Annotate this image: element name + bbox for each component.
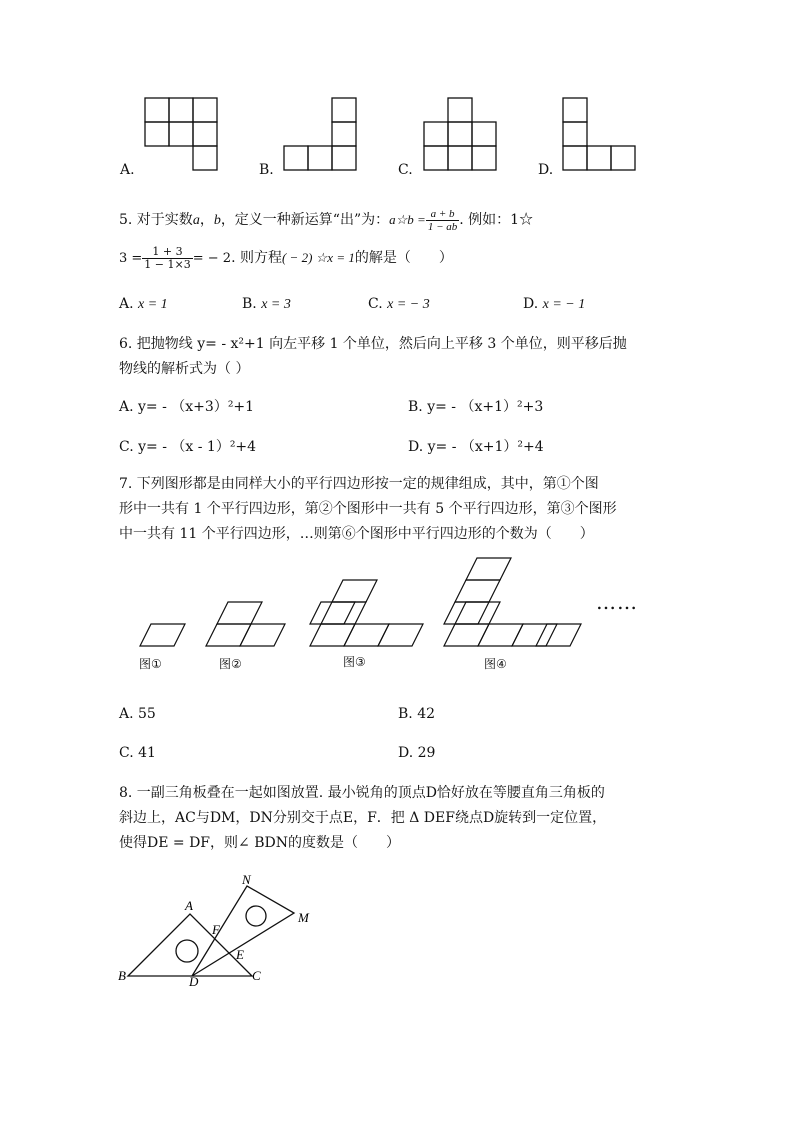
q8-line-2: 斜边上，AC与DM，DN分别交于点E，F．把 Δ DEF绕点D旋转到一定位置， bbox=[119, 810, 607, 826]
q7-option-a: A. 55 bbox=[119, 706, 156, 722]
q5-example-fraction bbox=[142, 246, 192, 271]
q5-option-c bbox=[368, 296, 430, 313]
q5-example-numerator: 1 + 3 bbox=[142, 246, 192, 259]
q7-figure-label-3: 图③ bbox=[343, 655, 366, 669]
q8-label-c: C bbox=[252, 968, 261, 983]
q5-definition-numerator: a + b bbox=[426, 208, 459, 221]
q6-line-2: 物线的解析式为（ ） bbox=[119, 361, 250, 377]
q5-example-intro: . 例如：1☆ bbox=[459, 212, 534, 228]
q5-var-b: b bbox=[213, 213, 221, 228]
q6-option-a: A. y= - （x+3）²+1 bbox=[119, 399, 255, 415]
q8-triangle-abc bbox=[128, 914, 252, 976]
q8-label-a: A bbox=[185, 898, 193, 913]
q7-option-b: B. 42 bbox=[398, 706, 436, 722]
q7-figure-3 bbox=[310, 580, 420, 648]
q7-option-c: C. 41 bbox=[119, 745, 156, 761]
q5-stem-3: . 则方程 bbox=[231, 250, 282, 266]
q5-definition-lhs: a☆b = bbox=[389, 212, 426, 227]
q6-line-1: 6. 把抛物线 y= - x²+1 向左平移 1 个单位，然后向上平移 3 个单位，则平移后抛 bbox=[119, 336, 627, 352]
q7-line-1: 7. 下列图形都是由同样大小的平行四边形按一定的规律组成，其中，第①个图 bbox=[119, 476, 599, 492]
q8-label-f: F bbox=[212, 922, 220, 937]
q5-stem-2: ，定义一种新运算“出”为： bbox=[220, 212, 390, 228]
q5-definition-fraction bbox=[426, 208, 459, 233]
q5-definition-denominator: 1 − ab bbox=[427, 220, 458, 233]
q5-option-a-label: A. bbox=[119, 296, 134, 312]
q7-ellipsis: …… bbox=[596, 590, 638, 614]
q5-var-a: a bbox=[192, 213, 200, 228]
q5-stem-4: 的解是（ ） bbox=[354, 250, 453, 266]
q4-figure-c bbox=[424, 98, 504, 174]
q5-option-b bbox=[242, 296, 291, 313]
q5-equation: ( − 2) ☆x = 1 bbox=[281, 250, 355, 265]
q8-label-e: E bbox=[236, 947, 244, 962]
q7-figure-4 bbox=[444, 558, 574, 648]
q5-option-a-value: x = 1 bbox=[138, 297, 168, 312]
q5-example-denominator: 1 − 1×3 bbox=[144, 257, 191, 271]
q7-line-3: 中一共有 11 个平行四边形，…则第⑥个图形中平行四边形的个数为（ ） bbox=[119, 526, 594, 542]
q5-option-b-label: B. bbox=[242, 296, 257, 312]
q7-figure-label-4: 图④ bbox=[484, 657, 507, 671]
q8-label-n: N bbox=[242, 872, 251, 887]
q5-stem-line2 bbox=[119, 241, 453, 275]
q8-label-d: D bbox=[189, 974, 199, 989]
q5-sep: ， bbox=[199, 212, 214, 228]
q7-figure-2 bbox=[206, 602, 286, 648]
q4-figure-d bbox=[563, 98, 643, 174]
q7-figure-label-1: 图① bbox=[139, 657, 162, 671]
q8-figure bbox=[110, 868, 330, 988]
q6-option-d: D. y= - （x+1）²+4 bbox=[408, 439, 544, 455]
q8-circle-abc bbox=[176, 940, 198, 962]
q5-stem-line1 bbox=[119, 203, 533, 237]
q5-option-d bbox=[523, 296, 585, 313]
q4-option-a: A. bbox=[120, 162, 135, 178]
q8-label-b: B bbox=[118, 968, 126, 983]
q4-figure-a bbox=[145, 98, 225, 174]
q5-example-lhs: 3 = bbox=[119, 251, 143, 266]
q5-option-d-label: D. bbox=[523, 296, 539, 312]
q5-option-d-value: x = − 1 bbox=[542, 297, 586, 312]
q8-label-m: M bbox=[298, 910, 309, 925]
q5-stem-1: 5. 对于实数 bbox=[119, 212, 193, 228]
q8-line-3: 使得DE = DF，则∠ BDN的度数是（ ） bbox=[119, 835, 400, 851]
q7-option-d: D. 29 bbox=[398, 745, 436, 761]
q8-circle-dmn bbox=[246, 906, 266, 926]
q4-option-b: B. bbox=[259, 162, 274, 178]
q5-option-a bbox=[119, 296, 168, 313]
q5-example-rhs: = − 2 bbox=[192, 251, 232, 266]
q7-figure-label-2: 图② bbox=[219, 657, 242, 671]
q6-option-b: B. y= - （x+1）²+3 bbox=[408, 399, 544, 415]
q5-option-c-label: C. bbox=[368, 296, 383, 312]
q7-figure-1 bbox=[140, 624, 200, 648]
q7-line-2: 形中一共有 1 个平行四边形，第②个图形中一共有 5 个平行四边形，第③个图形 bbox=[119, 501, 617, 517]
q4-figure-b bbox=[284, 98, 364, 174]
q4-option-c: C. bbox=[398, 162, 413, 178]
q5-option-c-value: x = − 3 bbox=[387, 297, 430, 312]
q6-option-c: C. y= - （x - 1）²+4 bbox=[119, 439, 257, 455]
q4-option-d: D. bbox=[538, 162, 554, 178]
q8-line-1: 8. 一副三角板叠在一起如图放置. 最小锐角的顶点D恰好放在等腰直角三角板的 bbox=[119, 785, 605, 801]
q5-option-b-value: x = 3 bbox=[261, 297, 291, 312]
